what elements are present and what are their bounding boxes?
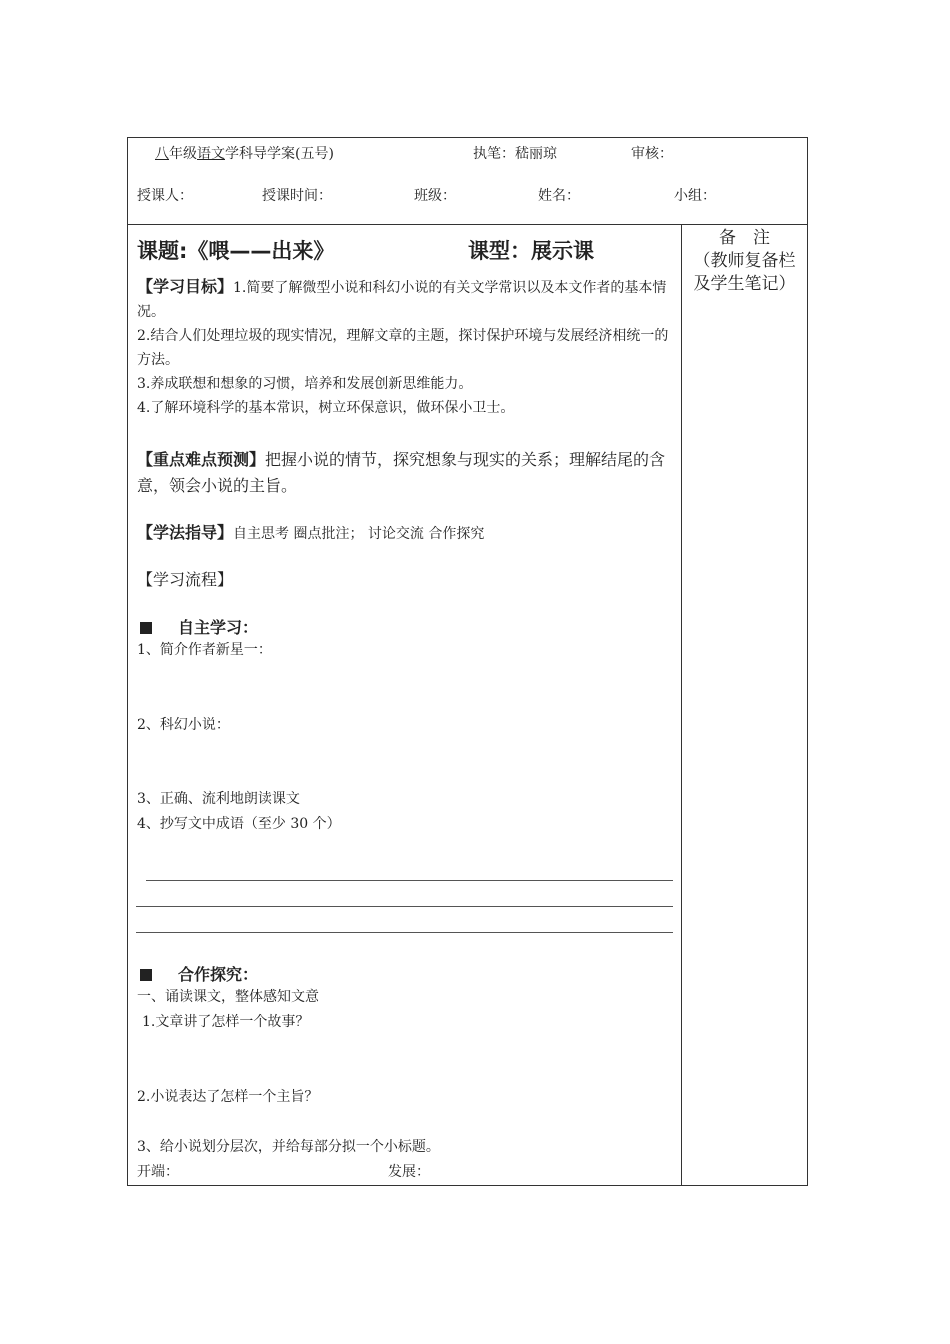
doc-title — [155, 143, 334, 163]
lesson-plan-table — [127, 137, 808, 1186]
goal-3: 3.养成联想和想象的习惯，培养和发展创新思维能力。 — [137, 376, 473, 392]
question-story: 1.文章讲了怎样一个故事？ — [142, 1014, 310, 1030]
learning-goals — [137, 275, 673, 420]
author-name: 嵇丽琼 — [515, 146, 557, 162]
self-study-text: 自主学习： — [178, 618, 259, 637]
goal-1: 1.简要了解微型小说和科幻小说的有关文学常识以及本文作者的基本情况。 — [137, 280, 667, 320]
reviewer-label: 审核： — [631, 146, 673, 162]
class-field: 班级： — [414, 188, 456, 204]
grade-text: 八 — [155, 146, 169, 162]
item-idioms: 4、抄写文中成语（至少 30 个） — [137, 816, 341, 832]
teacher-field: 授课人： — [137, 188, 193, 204]
method-text: 自主思考 圈点批注； 讨论交流 合作探究 — [233, 526, 485, 542]
lesson-type: 课型：展示课 — [468, 239, 594, 263]
grade-suffix: 年级 — [169, 146, 197, 162]
name-field: 姓名： — [538, 188, 580, 204]
subject-text: 语文 — [197, 146, 225, 162]
key-label: 【重点难点预测】 — [137, 450, 266, 469]
answer-line-3 — [136, 932, 673, 933]
notes-title: 备 注 — [719, 228, 770, 248]
method-label: 【学法指导】 — [137, 523, 234, 542]
develop-label: 发展： — [388, 1164, 430, 1180]
notes-column — [682, 225, 807, 1188]
coop-text: 合作探究： — [178, 965, 259, 984]
key-text: 把握小说的情节，探究想象与现实的关系；理解结尾的含意，领会小说的主旨。 — [137, 450, 666, 495]
answer-line-2 — [136, 906, 673, 907]
question-theme: 2.小说表达了怎样一个主旨？ — [137, 1089, 319, 1105]
author-field — [473, 143, 557, 163]
study-method — [137, 520, 484, 543]
doc-title-text: 学科导学案(五号) — [225, 146, 334, 162]
question-structure: 3、给小说划分层次，并给每部分拟一个小标题。 — [137, 1139, 440, 1155]
goal-4: 4.了解环境科学的基本常识，树立环保意识，做环保小卫士。 — [137, 400, 515, 416]
self-study-heading — [140, 615, 258, 638]
header-section — [128, 138, 807, 225]
square-bullet-icon — [140, 969, 152, 981]
main-column — [128, 225, 682, 1186]
item-read: 3、正确、流利地朗读课文 — [137, 791, 300, 807]
lesson-title: 课题:《喂——出来》 — [137, 239, 335, 263]
goal-2: 2.结合人们处理垃圾的现实情况，理解文章的主题，探讨保护环境与发展经济相统一的方法。 — [137, 328, 669, 368]
answer-line-1 — [146, 880, 673, 881]
notes-sub-1: （教师复备栏 — [693, 251, 796, 271]
item-scifi: 2、科幻小说： — [137, 717, 230, 733]
coop-heading — [140, 962, 258, 985]
coop-section-1: 一、诵读课文，整体感知文意 — [137, 989, 319, 1005]
flow-label: 【学习流程】 — [137, 570, 234, 589]
reviewer-field — [631, 143, 673, 163]
author-label: 执笔： — [473, 146, 515, 162]
start-label: 开端： — [137, 1164, 179, 1180]
key-points — [137, 447, 673, 499]
goals-label: 【学习目标】 — [137, 277, 234, 296]
item-author: 1、简介作者新星一： — [137, 642, 272, 658]
group-field: 小组： — [674, 188, 716, 204]
notes-sub-2: 及学生笔记） — [693, 274, 796, 294]
time-field: 授课时间： — [262, 188, 332, 204]
square-bullet-icon — [140, 622, 152, 634]
